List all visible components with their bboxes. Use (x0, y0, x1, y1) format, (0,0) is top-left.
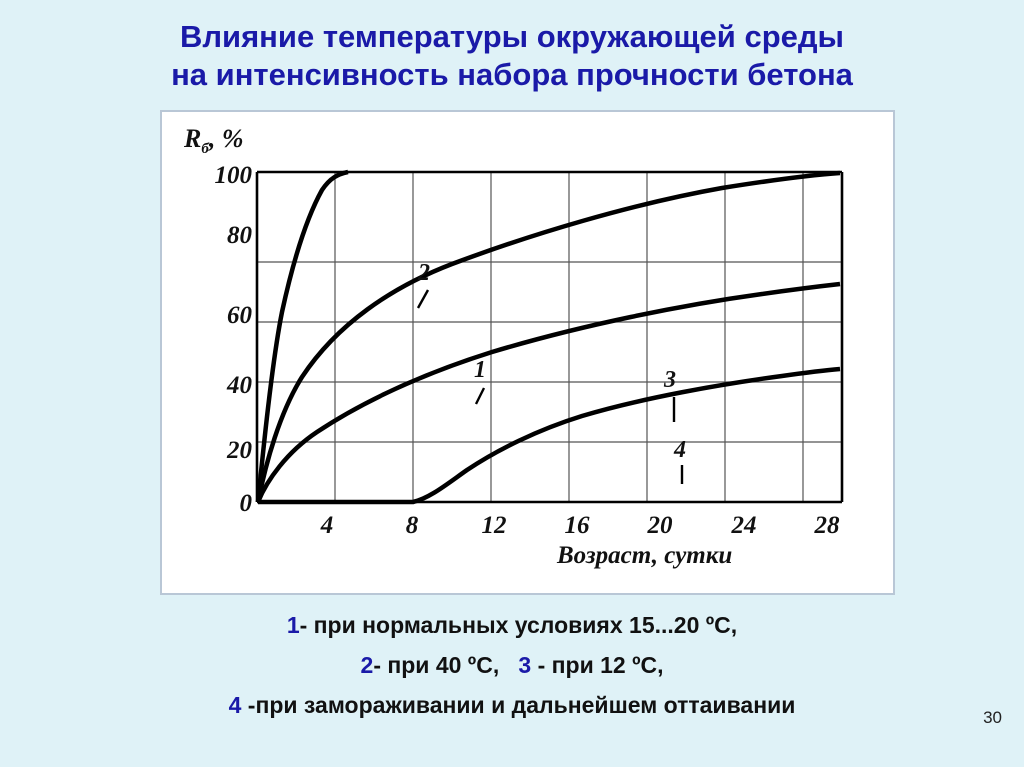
legend-num-4: 4 (228, 692, 242, 718)
y-tick-80: 80 (227, 222, 252, 249)
y-tick-40: 40 (227, 372, 252, 399)
x-tick-12: 12 (481, 512, 507, 539)
y-tick-100: 100 (214, 162, 252, 189)
label-leaders (418, 290, 682, 484)
x-tick-24: 24 (731, 512, 757, 539)
legend-row-2 (0, 645, 1024, 685)
curve-label-3: 3 (664, 367, 676, 393)
x-tick-4: 4 (320, 512, 334, 539)
curve-label-4: 4 (674, 437, 686, 463)
curve-label-1: 1 (474, 357, 486, 383)
legend-num-3: 3 (518, 652, 532, 678)
series-curve-3 (258, 284, 840, 502)
x-tick-8: 8 (405, 512, 419, 539)
chart-svg (162, 112, 897, 597)
y-axis-label: $R_б$, % (184, 124, 244, 158)
legend-num-1: 1 (286, 612, 300, 638)
page-title (0, 18, 1024, 94)
legend-text-4: -при замораживании и дальнейшем оттаивании (241, 692, 796, 718)
legend-row-1 (0, 605, 1024, 645)
legend-row-3 (0, 685, 1024, 725)
legend-text-3: - при 12 ºC, (531, 652, 664, 678)
x-axis-label: Возраст, сутки (557, 542, 733, 569)
grid-vertical (335, 172, 803, 502)
curve-label-2: 2 (418, 260, 430, 286)
x-tick-28: 28 (814, 512, 840, 539)
title-line-1: Влияние температуры окружающей среды (179, 19, 845, 54)
y-tick-20: 20 (227, 437, 252, 464)
chart-frame (160, 110, 895, 595)
page-number: 30 (983, 708, 1002, 727)
x-tick-16: 16 (564, 512, 590, 539)
y-tick-0: 0 (239, 490, 252, 517)
y-tick-60: 60 (227, 302, 252, 329)
x-tick-20: 20 (647, 512, 673, 539)
title-line-2: на интенсивность набора прочности бетона (171, 57, 853, 92)
legend-text-1: - при нормальных условиях 15...20 ºC, (299, 612, 738, 638)
chart-plot-area (162, 112, 897, 597)
series-curve-4 (258, 369, 840, 502)
legend-text-2: - при 40 ºC, (373, 652, 500, 678)
legend (0, 605, 1024, 725)
legend-num-2: 2 (360, 652, 374, 678)
